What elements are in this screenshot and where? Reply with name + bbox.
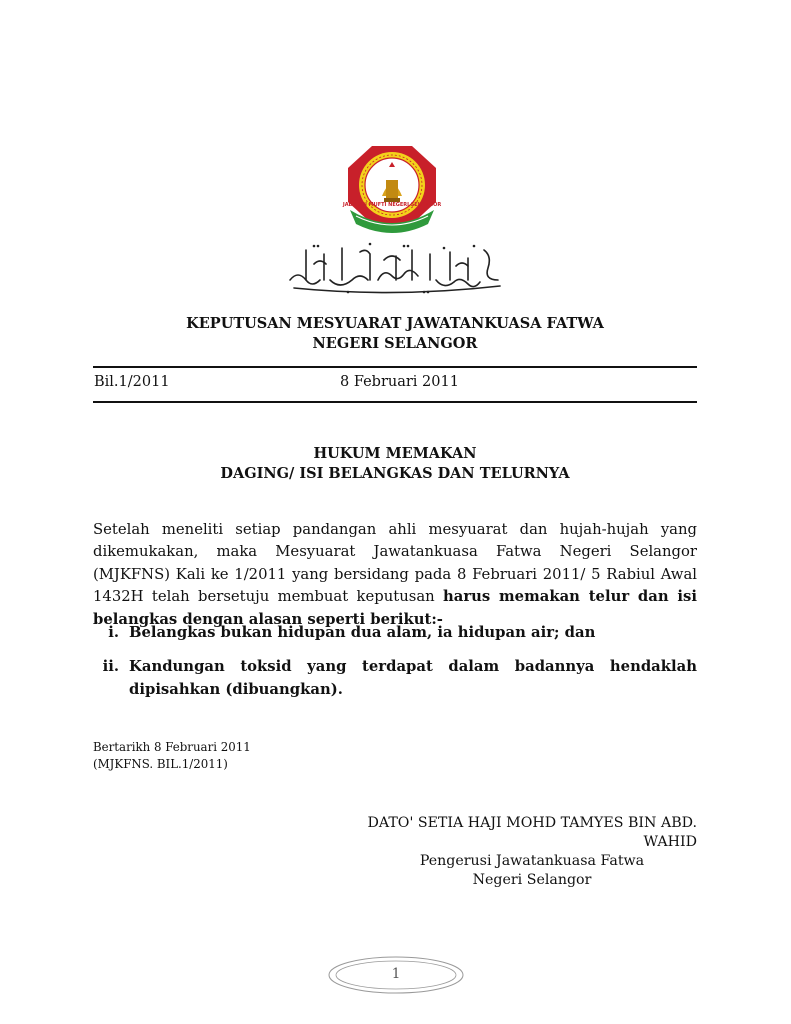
selangor-fatwa-crest-logo xyxy=(342,140,442,236)
list-item xyxy=(93,622,697,644)
paragraph-text: Setelah meneliti setiap pandangan ahli mesyuarat dan hujah-hujah yang dikemukakan, maka Mesyuarat Jawatankuasa Fatwa Negeri Selangor (MJKFNS) Kali ke 1/2011 yang bersidang pada 8 Februari 2011/ 5 Rabiul Awal 1432H telah bersetuju membuat keputusan xyxy=(93,521,697,606)
list-item-text: Belangkas bukan hidupan dua alam, ia hidupan air; dan xyxy=(129,624,596,641)
signatory-title-line-1: Pengerusi Jawatankuasa Fatwa xyxy=(419,853,645,869)
list-item-number: ii. xyxy=(102,658,119,676)
signatory-name: DATO' SETIA HAJI MOHD TAMYES BIN ABD. WAHID xyxy=(367,815,697,850)
signatory-title-line-2: Negeri Selangor xyxy=(472,872,592,888)
list-item-number: i. xyxy=(108,624,119,641)
heading-line-2: NEGERI SELANGOR xyxy=(312,335,478,352)
document-heading xyxy=(93,314,697,354)
reasons-list xyxy=(93,622,697,713)
svg-text:JABATAN MUFTI NEGERI SELANGOR: JABATAN MUFTI NEGERI SELANGOR xyxy=(342,202,442,208)
paragraph-bold-text: harus memakan telur dan isi belangkas dengan alasan seperti berikut:- xyxy=(93,588,697,628)
meeting-date: 8 Februari 2011 xyxy=(340,374,459,390)
jawi-calligraphy-wordmark xyxy=(284,240,510,296)
page-number: 1 xyxy=(391,966,401,982)
subject-line-1: HUKUM MEMAKAN xyxy=(313,445,477,462)
page-footer xyxy=(327,955,465,995)
subject-line-2: DAGING/ ISI BELANGKAS DAN TELURNYA xyxy=(220,465,570,482)
list-item-text: Kandungan toksid yang terdapat dalam badannya hendaklah dipisahkan (dibuangkan). xyxy=(129,658,697,698)
top-divider xyxy=(93,366,697,368)
list-item xyxy=(93,656,697,701)
dated-line: Bertarikh 8 Februari 2011 xyxy=(93,740,251,754)
bottom-divider xyxy=(93,401,697,403)
reference-line: (MJKFNS. BIL.1/2011) xyxy=(93,757,228,771)
decision-paragraph xyxy=(93,519,697,631)
decision-subject xyxy=(93,444,697,484)
heading-line-1: KEPUTUSAN MESYUARAT JAWATANKUASA FATWA xyxy=(186,315,604,332)
signatory-block xyxy=(337,814,697,890)
reference-number: Bil.1/2011 xyxy=(94,374,170,390)
dated-block xyxy=(93,739,251,773)
